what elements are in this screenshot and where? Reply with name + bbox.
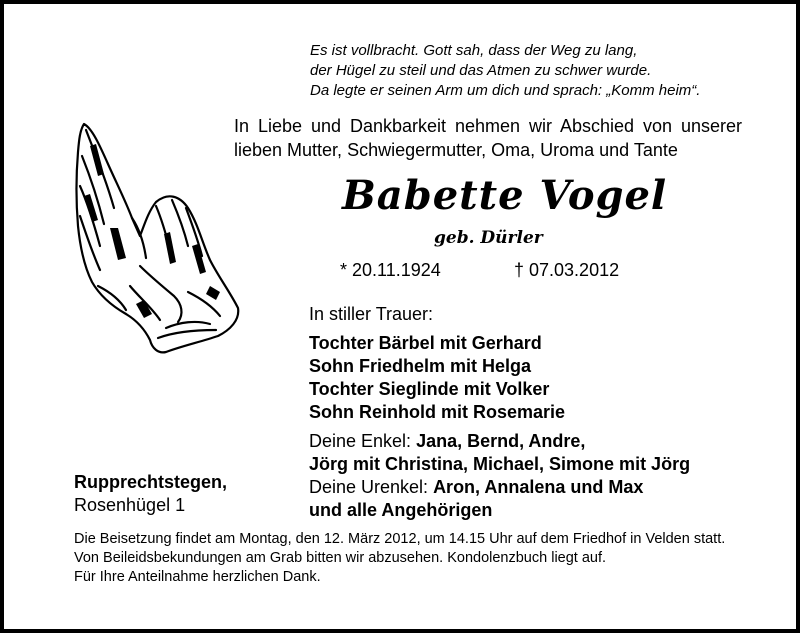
poem	[310, 41, 750, 101]
deceased-name: Babette Vogel	[342, 172, 668, 219]
mourners-intro: In stiller Trauer:	[309, 304, 434, 324]
great-grandchildren-line	[309, 476, 690, 499]
mourner-child: Sohn Reinhold mit Rosemarie	[309, 402, 566, 422]
poem-line: Da legte er seinen Arm um dich und sprach: „Komm heim“.	[310, 82, 701, 99]
funeral-info: Die Beisetzung findet am Montag, den 12. März 2012, um 14.15 Uhr auf dem Friedhof in Velden statt.	[74, 531, 726, 547]
address	[74, 471, 227, 517]
praying-hands-icon	[70, 116, 250, 356]
thanks-text: Für Ihre Anteilnahme herzlichen Dank.	[74, 569, 321, 585]
intro-text: In Liebe und Dankbarkeit nehmen wir Abschied von unserer lieben Mutter, Schwiegermutter, Oma, Uroma und Tante	[234, 116, 742, 160]
mourner-child: Tochter Bärbel mit Gerhard	[309, 333, 542, 353]
mourners-list	[309, 303, 690, 522]
great-grandchildren-names: Aron, Annalena und Max	[433, 477, 644, 497]
poem-line: der Hügel zu steil und das Atmen zu schwer wurde.	[310, 62, 652, 79]
mourner-child: Sohn Friedhelm mit Helga	[309, 356, 532, 376]
grandchildren-names-continued: Jörg mit Christina, Michael, Simone mit Jörg	[309, 454, 691, 474]
death-date: † 07.03.2012	[514, 260, 620, 280]
great-grandchildren-label: Deine Urenkel:	[309, 477, 434, 497]
grandchildren-names: Jana, Bernd, Andre,	[416, 431, 586, 451]
grandchildren-label: Deine Enkel:	[309, 431, 417, 451]
relatives: und alle Angehörigen	[309, 500, 493, 520]
mourner-child: Tochter Sieglinde mit Volker	[309, 379, 550, 399]
condolences-info: Von Beileidsbekundungen am Grab bitten wir abzusehen. Kondolenzbuch liegt auf.	[74, 550, 607, 566]
footer-notes	[74, 530, 740, 587]
grandchildren-line	[309, 430, 690, 453]
poem-line: Es ist vollbracht. Gott sah, dass der Weg zu lang,	[310, 42, 638, 59]
address-street: Rosenhügel 1	[74, 495, 186, 515]
birth-date: * 20.11.1924	[340, 260, 441, 280]
maiden-name: geb. Dürler	[434, 228, 543, 248]
address-place: Rupprechtstegen,	[74, 472, 228, 492]
